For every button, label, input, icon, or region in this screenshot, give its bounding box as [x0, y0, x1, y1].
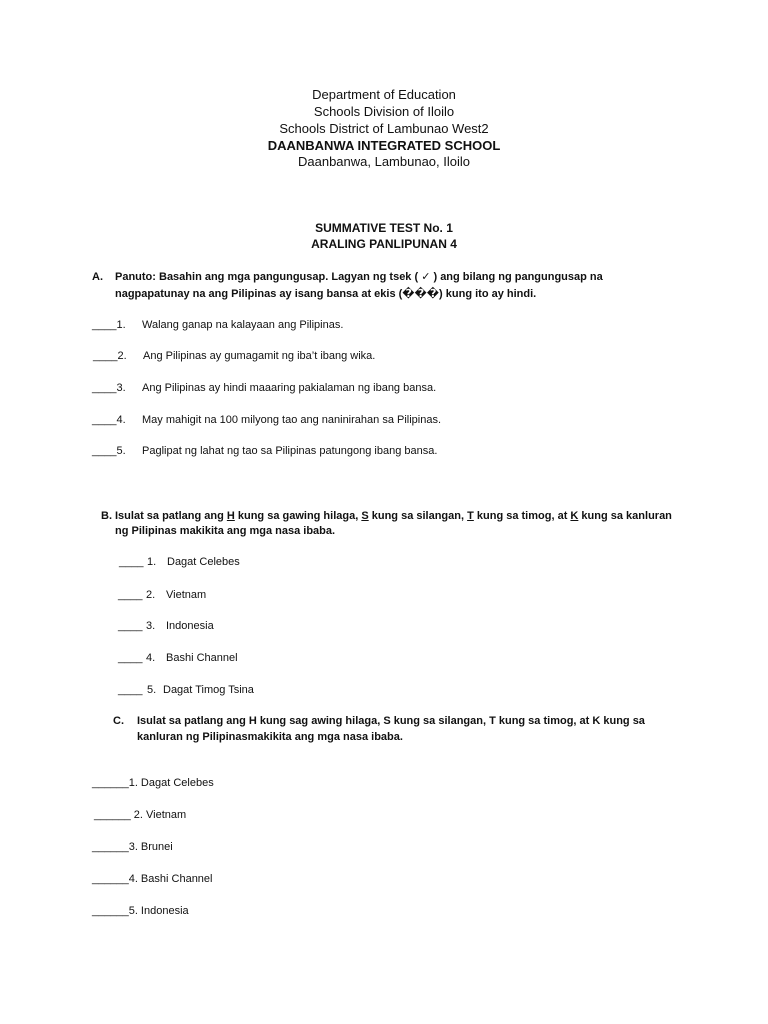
list-item[interactable]: ______3. Brunei: [92, 841, 173, 853]
test-title: SUMMATIVE TEST No. 1: [315, 221, 453, 235]
list-item[interactable]: ______ 2. Vietnam: [94, 809, 187, 821]
school-name: DAANBANWA INTEGRATED SCHOOL: [267, 138, 501, 153]
list-item: [119, 554, 240, 570]
answer-blank[interactable]: ____: [118, 620, 143, 632]
list-item[interactable]: ______1. Dagat Celebes: [92, 777, 214, 789]
list-item: [92, 412, 442, 428]
list-item: [92, 317, 344, 333]
list-item: [92, 380, 437, 396]
list-item: [92, 443, 438, 459]
school-address: Daanbanwa, Lambunao, Iloilo: [297, 154, 470, 169]
item-text: Dagat Timog Tsina: [163, 684, 254, 696]
item-text: Bashi Channel: [166, 652, 238, 664]
item-number: 5.: [147, 684, 157, 696]
answer-blank[interactable]: ____4.: [92, 414, 126, 426]
section-a-instruction-line2: nagpapatunay na ang Pilipinas ay isang bansa at ekis (���) kung ito ay hindi.: [115, 288, 537, 300]
answer-blank[interactable]: ____5.: [92, 445, 126, 457]
answer-blank[interactable]: ____2.: [93, 350, 127, 362]
list-item[interactable]: ______4. Bashi Channel: [92, 873, 213, 885]
section-c-instruction-line2: kanluran ng Pilipinasmakikita ang mga nasa ibaba.: [137, 731, 403, 743]
list-item: [118, 587, 207, 603]
answer-blank[interactable]: ____: [118, 684, 143, 696]
answer-blank[interactable]: ____1.: [92, 319, 126, 331]
section-b-label: B.: [101, 510, 112, 522]
answer-blank[interactable]: ____: [119, 556, 144, 568]
item-text: Ang Pilipinas ay gumagamit ng iba’t ibang wika.: [143, 350, 376, 362]
item-text: Walang ganap na kalayaan ang Pilipinas.: [142, 319, 344, 331]
section-c-label: C.: [113, 715, 124, 727]
answer-blank[interactable]: ____: [118, 589, 143, 601]
item-number: 2.: [146, 589, 156, 601]
item-text: May mahigit na 100 milyong tao ang naninirahan sa Pilipinas.: [142, 414, 442, 426]
item-text: Indonesia: [166, 620, 214, 632]
answer-blank[interactable]: ____: [118, 652, 143, 664]
item-text: Ang Pilipinas ay hindi maaaring pakialaman ng ibang bansa.: [142, 382, 437, 394]
answer-blank[interactable]: ____3.: [92, 382, 126, 394]
item-number: 3.: [146, 620, 156, 632]
list-item[interactable]: ______5. Indonesia: [92, 905, 189, 917]
subject-title: ARALING PANLIPUNAN 4: [311, 237, 457, 251]
item-text: Vietnam: [166, 589, 207, 601]
list-item: [118, 618, 214, 634]
item-number: 4.: [146, 652, 156, 664]
section-a-label: A.: [92, 271, 103, 283]
item-text: Paglipat ng lahat ng tao sa Pilipinas patungong ibang bansa.: [142, 445, 438, 457]
list-item: [118, 650, 238, 666]
section-a-instruction-line1: Panuto: Basahin ang mga pangungusap. Lagyan ng tsek ( ✓ ) ang bilang ng pangungusap na: [115, 271, 603, 283]
section-c-instruction-line1: Isulat sa patlang ang H kung sag awing hilaga, S kung sa silangan, T kung sa timog, at K kung sa: [137, 715, 645, 727]
item-number: 1.: [147, 556, 157, 568]
section-b-instruction-line2: ng Pilipinas makikita ang mga nasa ibaba.: [115, 525, 336, 537]
item-text: Dagat Celebes: [167, 556, 240, 568]
department-name: Department of Education: [312, 87, 456, 102]
list-item: [93, 348, 376, 364]
division-name: Schools Division of Iloilo: [313, 104, 455, 119]
district-name: Schools District of Lambunao West2: [279, 121, 489, 136]
section-b-instruction-line1: Isulat sa patlang ang H kung sa gawing hilaga, S kung sa silangan, T kung sa timog, at K kung sa kanluran: [115, 510, 672, 522]
list-item: [118, 682, 254, 698]
